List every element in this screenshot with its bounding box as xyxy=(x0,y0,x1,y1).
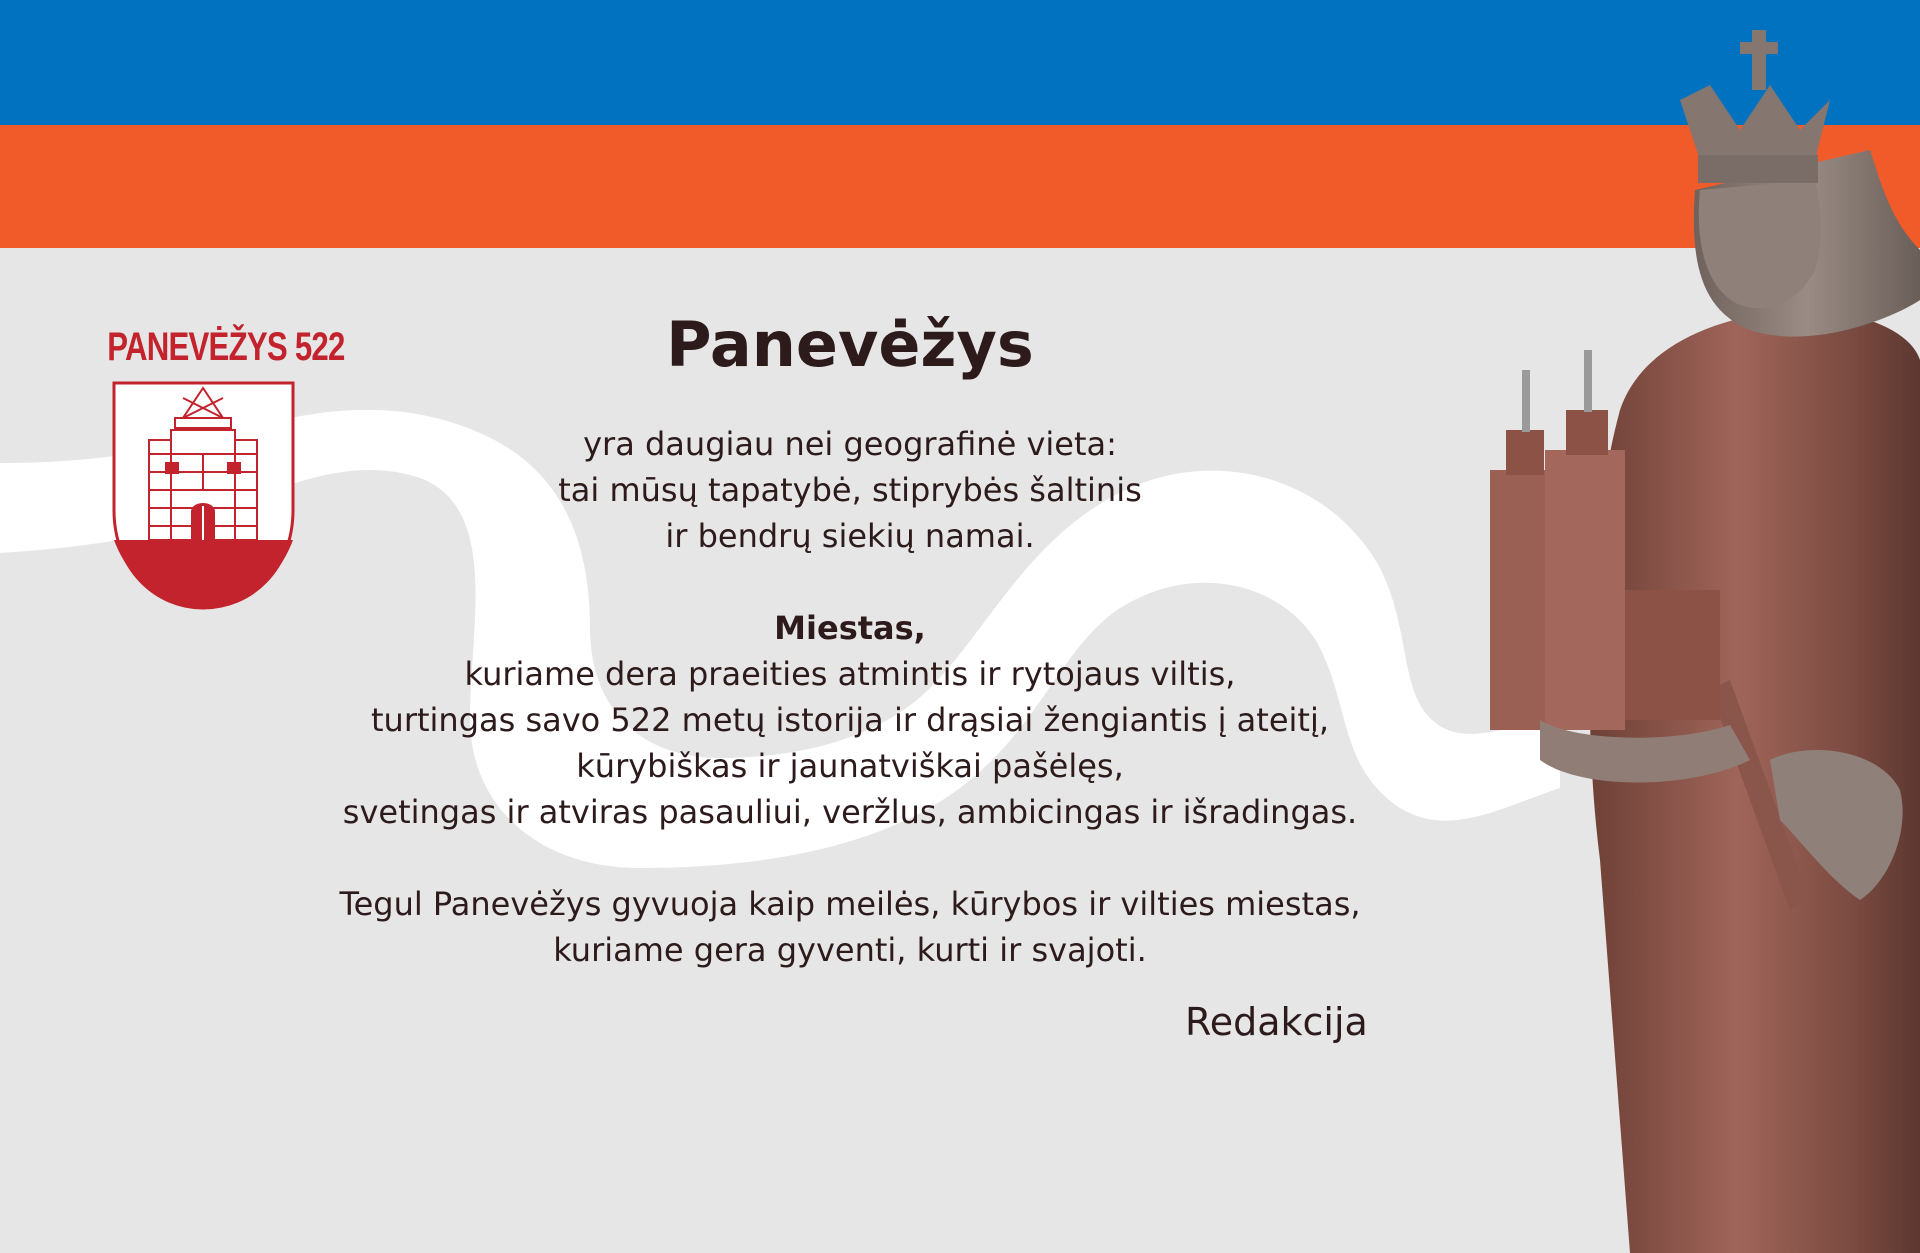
city-line: kuriame dera praeities atmintis ir rytojaus viltis, xyxy=(464,655,1236,693)
city-heading: Miestas, xyxy=(774,609,926,647)
intro-line: yra daugiau nei geografinė vieta: xyxy=(583,425,1117,463)
closing-line: Tegul Panevėžys gyvuoja kaip meilės, kūrybos ir vilties miestas, xyxy=(339,885,1361,923)
city-paragraph xyxy=(210,605,1490,835)
king-statue-holding-church-image xyxy=(1470,0,1920,1253)
intro-paragraph xyxy=(210,421,1490,559)
page-title: Panevėžys xyxy=(666,308,1034,381)
logo-title: PANEVĖŽYS 522 xyxy=(107,325,345,369)
closing-paragraph xyxy=(210,881,1490,973)
closing-line: kuriame gera gyventi, kurti ir svajoti. xyxy=(553,931,1147,969)
greeting-text-block xyxy=(210,305,1490,973)
intro-line: ir bendrų siekių namai. xyxy=(665,517,1035,555)
intro-line: tai mūsų tapatybė, stiprybės šaltinis xyxy=(558,471,1142,509)
city-line: turtingas savo 522 metų istorija ir drąsiai žengiantis į ateitį, xyxy=(370,701,1330,739)
signature: Redakcija xyxy=(1185,1000,1368,1044)
city-line: svetingas ir atviras pasauliui, veržlus, ambicingas ir išradingas. xyxy=(342,793,1358,831)
city-line: kūrybiškas ir jaunatviškai pašėlęs, xyxy=(576,747,1124,785)
